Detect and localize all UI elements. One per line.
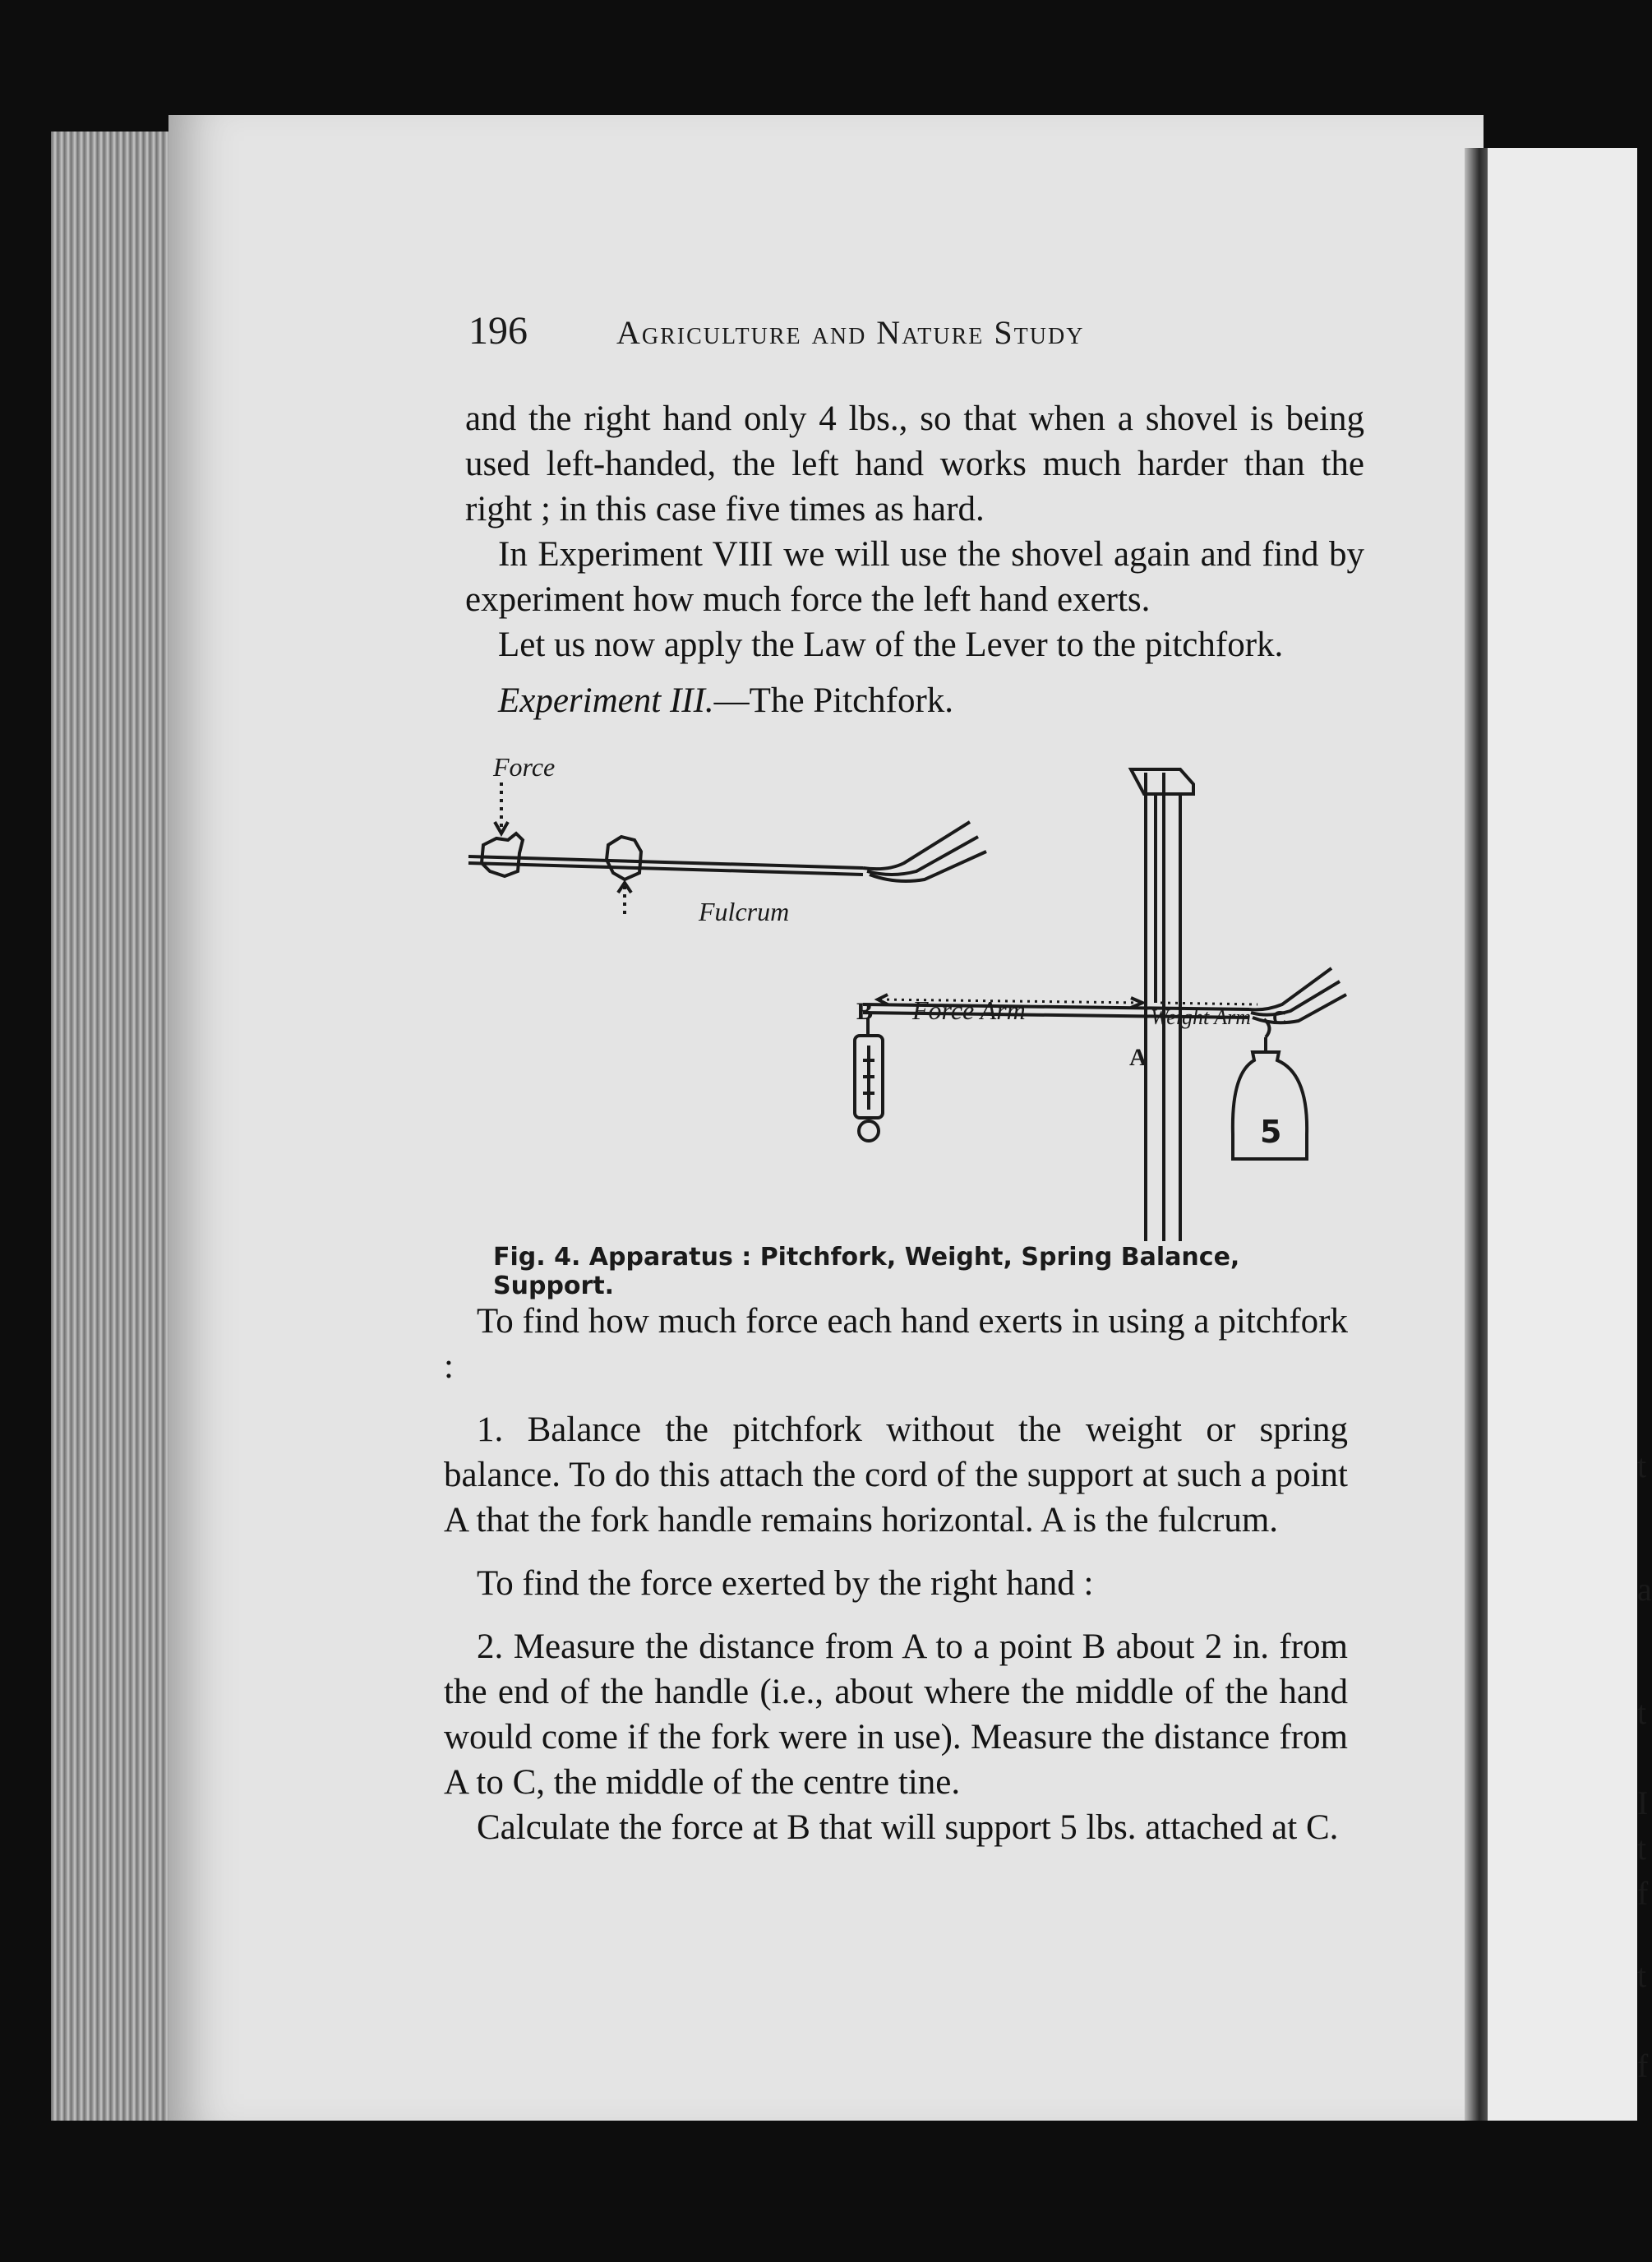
right-page-fragment: a <box>1637 1571 1652 1608</box>
experiment-number: Experiment III. <box>498 681 714 720</box>
right-page-fragment: f <box>1637 1875 1649 1912</box>
experiment-name: —The Pitchfork. <box>713 681 954 720</box>
running-title: Agriculture and Nature Study <box>616 314 1085 351</box>
text-block-bottom <box>444 1299 1348 1850</box>
right-page-fragment: f <box>1637 2047 1649 2084</box>
paragraph: 1. Balance the pitchfork without the weight or spring balance. To do this attach the cord of the support at such a point A that the fork handle remains horizontal. A is the fulcrum. <box>444 1410 1348 1540</box>
label-weight-arm: Weight Arm <box>1151 1005 1252 1029</box>
right-page-fragment: I <box>1637 1784 1649 1821</box>
book-gutter <box>1465 148 1489 2121</box>
fork-tine <box>1249 968 1331 1009</box>
label-force-arm: Force Arm <box>912 995 1026 1025</box>
page-header <box>468 308 1225 366</box>
weight-arm-arrow <box>1161 1003 1257 1004</box>
paragraph: To find the force exerted by the right hand : <box>477 1564 1094 1603</box>
paragraph: and the right hand only 4 lbs., so that when a shovel is being used left-handed, the left hand works much harder than the right ; in this case five times as hard. <box>465 399 1364 529</box>
right-page <box>1488 148 1652 2121</box>
figure-caption: Fig. 4. Apparatus : Pitchfork, Weight, Spring Balance, Support. <box>493 1243 1240 1300</box>
label-c: C <box>1272 1008 1287 1029</box>
paragraph: 2. Measure the distance from A to a point B about 2 in. from the end of the handle (i.e., about where the middle of the hand would come if the fork were in use). Measure the distance from A to C, the middle of the centre tine. <box>444 1627 1348 1802</box>
hand-fulcrum <box>607 837 641 879</box>
paragraph: To find how much force each hand exerts in using a pitchfork : <box>444 1302 1348 1386</box>
figure-apparatus <box>444 748 1373 1258</box>
experiment-heading <box>498 681 953 721</box>
label-fulcrum: Fulcrum <box>699 897 790 926</box>
page-edges <box>51 132 174 2121</box>
label-weight-value: 5 <box>1260 1114 1282 1150</box>
right-page-fragment: t <box>1637 1447 1647 1484</box>
label-force: Force <box>493 752 556 782</box>
label-b: B <box>856 998 874 1025</box>
weight-hook <box>1264 1019 1270 1037</box>
paragraph: Calculate the force at B that will support 5 lbs. attached at C. <box>477 1808 1339 1847</box>
text-block-top <box>465 396 1364 667</box>
label-a: A <box>1129 1044 1147 1071</box>
right-page-fragment: t <box>1637 1957 1647 1994</box>
page-number: 196 <box>468 309 528 353</box>
hand-left <box>482 833 523 876</box>
fork-tine <box>863 822 970 869</box>
right-page-fragment: t <box>1637 1694 1647 1731</box>
paragraph: Let us now apply the Law of the Lever to the pitchfork. <box>498 626 1284 664</box>
apparatus-diagram <box>444 748 1373 1258</box>
right-page-fragment: t <box>1637 1830 1647 1867</box>
paragraph: In Experiment VIII we will use the shovel again and find by experiment how much force the left hand exerts. <box>465 535 1364 619</box>
